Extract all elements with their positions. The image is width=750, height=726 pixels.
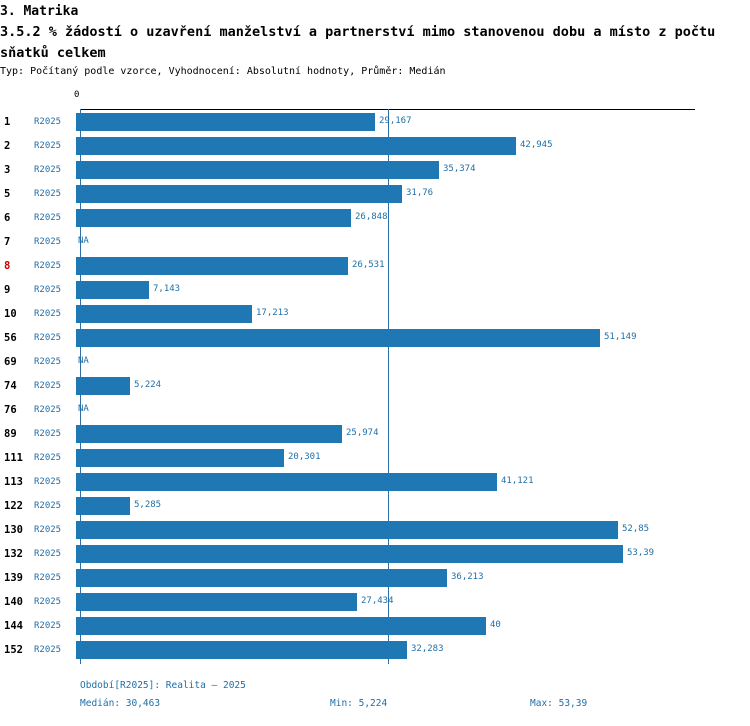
bar[interactable] bbox=[76, 281, 149, 299]
row-index: 130 bbox=[4, 524, 23, 536]
row-series-label: R2025 bbox=[34, 597, 62, 607]
table-row bbox=[0, 350, 750, 374]
row-series-label: R2025 bbox=[34, 333, 62, 343]
table-row bbox=[0, 638, 750, 662]
row-index: 3 bbox=[4, 164, 11, 176]
row-index: 144 bbox=[4, 620, 23, 632]
x-axis-tick-0: 0 bbox=[74, 90, 80, 100]
row-index: 2 bbox=[4, 140, 11, 152]
bar-cell bbox=[76, 398, 750, 422]
table-row bbox=[0, 422, 750, 446]
row-index: 111 bbox=[4, 452, 23, 464]
bar[interactable] bbox=[76, 305, 252, 323]
bar-value-na: NA bbox=[78, 236, 89, 246]
bar[interactable] bbox=[76, 329, 600, 347]
row-index: 7 bbox=[4, 236, 11, 248]
row-series-label: R2025 bbox=[34, 357, 62, 367]
chart-plot-area bbox=[0, 90, 750, 670]
row-series-label: R2025 bbox=[34, 261, 62, 271]
row-series-label: R2025 bbox=[34, 477, 62, 487]
table-row bbox=[0, 470, 750, 494]
row-series-label: R2025 bbox=[34, 405, 62, 415]
section-heading: 3. Matrika bbox=[0, 4, 79, 19]
table-row bbox=[0, 398, 750, 422]
bar-value-label: 41,121 bbox=[501, 476, 534, 486]
table-row bbox=[0, 326, 750, 350]
bar-cell bbox=[76, 470, 750, 494]
bar-cell bbox=[76, 542, 750, 566]
bar[interactable] bbox=[76, 113, 375, 131]
legend-entry: Období[R2025]: Realita – 2025 bbox=[80, 680, 246, 691]
bar-cell bbox=[76, 326, 750, 350]
row-index: 9 bbox=[4, 284, 11, 296]
row-index: 122 bbox=[4, 500, 23, 512]
bar-value-na: NA bbox=[78, 404, 89, 414]
row-series-label: R2025 bbox=[34, 285, 62, 295]
bar[interactable] bbox=[76, 617, 486, 635]
row-series-label: R2025 bbox=[34, 189, 62, 199]
row-series-label: R2025 bbox=[34, 141, 62, 151]
bar-value-label: 26,848 bbox=[355, 212, 388, 222]
table-row bbox=[0, 158, 750, 182]
row-index: 132 bbox=[4, 548, 23, 560]
bar-value-label: 36,213 bbox=[451, 572, 484, 582]
row-series-label: R2025 bbox=[34, 453, 62, 463]
bar-cell bbox=[76, 494, 750, 518]
stat-max: Max: 53,39 bbox=[530, 698, 588, 709]
row-index: 74 bbox=[4, 380, 17, 392]
row-index: 5 bbox=[4, 188, 11, 200]
chart-subtitle: Typ: Počítaný podle vzorce, Vyhodnocení: Absolutní hodnoty, Průměr: Medián bbox=[0, 66, 446, 77]
bar-value-label: 25,974 bbox=[346, 428, 379, 438]
bar-value-na: NA bbox=[78, 356, 89, 366]
bar-cell bbox=[76, 422, 750, 446]
bar-cell bbox=[76, 302, 750, 326]
bar-value-label: 29,167 bbox=[379, 116, 412, 126]
row-index: 140 bbox=[4, 596, 23, 608]
bar-value-label: 5,224 bbox=[134, 380, 162, 390]
bar-cell bbox=[76, 182, 750, 206]
table-row bbox=[0, 518, 750, 542]
row-series-label: R2025 bbox=[34, 117, 62, 127]
bar-cell bbox=[76, 590, 750, 614]
table-row bbox=[0, 134, 750, 158]
table-row bbox=[0, 110, 750, 134]
table-row bbox=[0, 206, 750, 230]
bar-rows bbox=[0, 110, 750, 662]
table-row bbox=[0, 590, 750, 614]
table-row bbox=[0, 494, 750, 518]
bar[interactable] bbox=[76, 449, 284, 467]
row-series-label: R2025 bbox=[34, 501, 62, 511]
row-series-label: R2025 bbox=[34, 573, 62, 583]
bar[interactable] bbox=[76, 425, 342, 443]
row-index: 76 bbox=[4, 404, 17, 416]
bar-cell bbox=[76, 206, 750, 230]
row-series-label: R2025 bbox=[34, 621, 62, 631]
row-index: 6 bbox=[4, 212, 11, 224]
bar-cell bbox=[76, 518, 750, 542]
table-row bbox=[0, 374, 750, 398]
bar[interactable] bbox=[76, 641, 407, 659]
bar-value-label: 51,149 bbox=[604, 332, 637, 342]
bar-value-label: 52,85 bbox=[622, 524, 650, 534]
bar[interactable] bbox=[76, 497, 130, 515]
bar-value-label: 32,283 bbox=[411, 644, 444, 654]
table-row bbox=[0, 566, 750, 590]
bar[interactable] bbox=[76, 185, 402, 203]
bar-value-label: 26,531 bbox=[352, 260, 385, 270]
bar-value-label: 17,213 bbox=[256, 308, 289, 318]
row-series-label: R2025 bbox=[34, 645, 62, 655]
page-title: 3.5.2 % žádostí o uzavření manželství a partnerství mimo stanovenou dobu a místo z počtu sňatků celkem bbox=[0, 24, 716, 61]
row-index: 89 bbox=[4, 428, 17, 440]
row-index: 56 bbox=[4, 332, 17, 344]
row-index: 113 bbox=[4, 476, 23, 488]
row-index: 1 bbox=[4, 116, 11, 128]
table-row bbox=[0, 446, 750, 470]
bar-cell bbox=[76, 134, 750, 158]
table-row bbox=[0, 278, 750, 302]
bar-cell bbox=[76, 230, 750, 254]
bar-cell bbox=[76, 110, 750, 134]
bar-value-label: 27,434 bbox=[361, 596, 394, 606]
row-index: 69 bbox=[4, 356, 17, 368]
row-series-label: R2025 bbox=[34, 309, 62, 319]
bar-cell bbox=[76, 278, 750, 302]
table-row bbox=[0, 542, 750, 566]
bar[interactable] bbox=[76, 257, 348, 275]
bar[interactable] bbox=[76, 521, 618, 539]
row-index: 152 bbox=[4, 644, 23, 656]
row-index: 10 bbox=[4, 308, 17, 320]
bar[interactable] bbox=[76, 161, 439, 179]
bar-cell bbox=[76, 614, 750, 638]
bar-cell bbox=[76, 446, 750, 470]
bar[interactable] bbox=[76, 473, 497, 491]
bar-cell bbox=[76, 374, 750, 398]
bar-value-label: 20,301 bbox=[288, 452, 321, 462]
bar-value-label: 53,39 bbox=[627, 548, 655, 558]
table-row bbox=[0, 230, 750, 254]
bar-cell bbox=[76, 158, 750, 182]
bar-value-label: 35,374 bbox=[443, 164, 476, 174]
bar-cell bbox=[76, 350, 750, 374]
bar[interactable] bbox=[76, 137, 516, 155]
row-series-label: R2025 bbox=[34, 165, 62, 175]
stat-median: Medián: 30,463 bbox=[80, 698, 161, 709]
table-row bbox=[0, 614, 750, 638]
row-index: 139 bbox=[4, 572, 23, 584]
bar[interactable] bbox=[76, 593, 357, 611]
bar[interactable] bbox=[76, 569, 447, 587]
row-series-label: R2025 bbox=[34, 213, 62, 223]
row-series-label: R2025 bbox=[34, 237, 62, 247]
row-series-label: R2025 bbox=[34, 429, 62, 439]
row-series-label: R2025 bbox=[34, 381, 62, 391]
bar-value-label: 40 bbox=[490, 620, 501, 630]
table-row bbox=[0, 182, 750, 206]
bar-cell bbox=[76, 638, 750, 662]
stat-min: Min: 5,224 bbox=[330, 698, 388, 709]
bar[interactable] bbox=[76, 377, 130, 395]
bar-value-label: 5,285 bbox=[134, 500, 162, 510]
row-index: 8 bbox=[4, 260, 11, 272]
table-row bbox=[0, 254, 750, 278]
bar[interactable] bbox=[76, 545, 623, 563]
bar-cell bbox=[76, 254, 750, 278]
row-series-label: R2025 bbox=[34, 525, 62, 535]
bar-value-label: 7,143 bbox=[153, 284, 181, 294]
row-series-label: R2025 bbox=[34, 549, 62, 559]
bar-cell bbox=[76, 566, 750, 590]
bar-value-label: 31,76 bbox=[406, 188, 434, 198]
table-row bbox=[0, 302, 750, 326]
bar-value-label: 42,945 bbox=[520, 140, 553, 150]
bar[interactable] bbox=[76, 209, 351, 227]
